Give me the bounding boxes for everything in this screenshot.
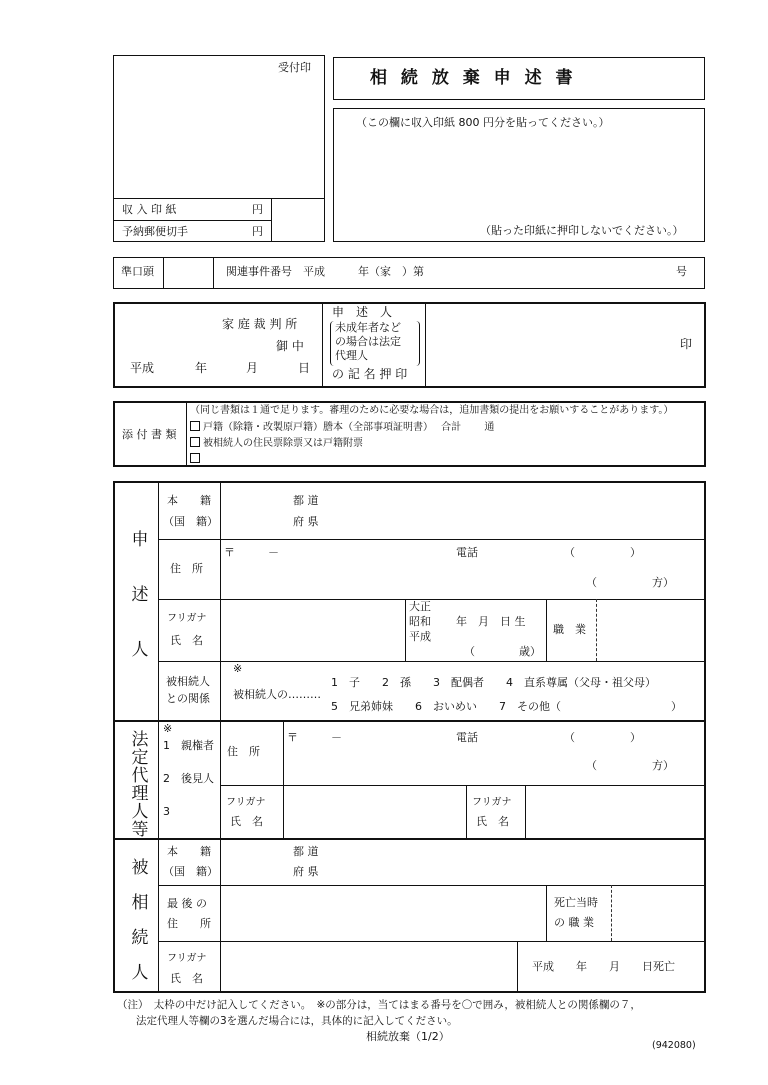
- fuken-label: 府 県: [293, 515, 319, 528]
- divider: [158, 481, 159, 993]
- attachment-item-2[interactable]: [190, 437, 363, 450]
- relation-label: 被相続人: [166, 675, 210, 688]
- relation-label: との関係: [166, 692, 210, 705]
- phone-paren-open: （: [564, 546, 575, 559]
- death-occupation-label: 死亡当時: [554, 896, 598, 909]
- section-divider: [113, 720, 706, 722]
- postage-label: 予納郵便切手: [122, 225, 188, 238]
- relation-options-row1[interactable]: 1 子 2 孫 3 配偶者 4 直系尊属（父母・祖父母）: [331, 676, 656, 689]
- yen-label: 円: [252, 225, 263, 238]
- divider: [546, 599, 547, 661]
- related-case-label: 関連事件番号 平成 年（家 ）第: [226, 265, 424, 278]
- applicant-honseki-input[interactable]: [330, 484, 700, 536]
- divider: [158, 539, 706, 540]
- divider: [113, 220, 271, 221]
- todo-label: 都 道: [293, 494, 319, 507]
- phone-paren-close: ）: [630, 731, 641, 744]
- birth-label: 年 月 日 生: [456, 615, 526, 628]
- occupation-label: 職 業: [553, 623, 586, 636]
- sign-label: の 記 名 押 印: [332, 367, 408, 381]
- relation-options-row2[interactable]: 5 兄弟姉妹 6 おいめい 7 その他（ ）: [331, 700, 682, 713]
- divider: [596, 599, 597, 661]
- death-occupation-label: の 職 業: [554, 916, 594, 929]
- phone-paren-open: （: [564, 731, 575, 744]
- applicant-section-title: 申述人: [127, 530, 148, 695]
- rep-name-input-1[interactable]: [286, 788, 463, 835]
- attachment-item-1[interactable]: [190, 421, 494, 434]
- applicant-occupation-input[interactable]: [598, 601, 703, 659]
- receipt-stamp-label: 受付印: [278, 61, 311, 74]
- divider: [220, 481, 221, 720]
- minor-note-line: 代理人: [335, 349, 368, 362]
- applicant-address-input[interactable]: [222, 562, 572, 596]
- rep-option-3[interactable]: 3: [163, 805, 170, 818]
- divider: [163, 257, 164, 289]
- deceased-occupation-input[interactable]: [613, 888, 703, 939]
- fuken-label: 府 県: [293, 865, 319, 878]
- furigana-label: フリガナ: [167, 953, 207, 964]
- divider: [425, 302, 426, 388]
- divider: [517, 941, 518, 993]
- attachment-item-3[interactable]: [190, 453, 203, 466]
- kokuseki-label: （国 籍）: [163, 865, 218, 878]
- rep-option-1[interactable]: 1 親権者: [163, 739, 214, 752]
- divider: [405, 599, 406, 661]
- kata-paren: （ 方）: [586, 576, 674, 589]
- postal-mark: 〒 －: [224, 546, 279, 559]
- divider: [322, 302, 323, 388]
- checkbox[interactable]: [190, 421, 200, 431]
- court-label: 家 庭 裁 判 所: [222, 317, 298, 331]
- deceased-section-title: 被相続人: [127, 858, 148, 998]
- yen-label: 円: [252, 203, 263, 216]
- divider: [158, 599, 706, 600]
- rep-name-input-2[interactable]: [528, 788, 703, 835]
- footer-note: （注） 太枠の中だけ記入してください。 ※の部分は，当てはまる番号を〇で囲み，被相続人との関係欄の７，: [117, 999, 641, 1011]
- divider: [611, 885, 612, 941]
- stamp-area-note-top: （この欄に収入印紙 800 円分を貼ってください。）: [356, 116, 610, 129]
- rep-address-input[interactable]: [286, 746, 576, 782]
- revenue-stamp-label: 収 入 印 紙: [122, 203, 177, 216]
- legal-rep-section-title: 法定代理人等: [127, 730, 148, 838]
- divider: [525, 785, 526, 838]
- minor-note-line: 未成年者など: [335, 321, 401, 334]
- form-title: 相 続 放 棄 申 述 書: [370, 68, 577, 88]
- phone-paren-close: ）: [630, 546, 641, 559]
- last-address-label: 最 後 の: [167, 897, 207, 910]
- kata-paren: （ 方）: [586, 759, 674, 772]
- divider: [283, 720, 284, 838]
- divider: [220, 720, 221, 838]
- honseki-label: 本 籍: [167, 845, 211, 858]
- rep-option-2[interactable]: 2 後見人: [163, 772, 214, 785]
- furigana-label: フリガナ: [167, 613, 207, 624]
- page-label: 相続放棄（1/2）: [366, 1030, 450, 1043]
- asterisk: ※: [163, 722, 173, 735]
- address-label: 住 所: [170, 562, 203, 575]
- attachments-label: 添 付 書 類: [122, 428, 177, 441]
- divider: [158, 941, 706, 942]
- era-taisho: 大正: [409, 600, 431, 613]
- age-label: （ 歳）: [464, 645, 541, 658]
- stamp-area-note-bottom: （貼った印紙に押印しないでください。）: [480, 224, 684, 237]
- name-label: 氏 名: [476, 815, 509, 828]
- era-heisei: 平成: [409, 630, 431, 643]
- era-showa: 昭和: [409, 615, 431, 628]
- divider: [466, 785, 467, 838]
- applicant-name-input[interactable]: [222, 601, 403, 659]
- phone-label: 電話: [456, 731, 478, 744]
- deceased-honseki-input[interactable]: [330, 841, 700, 883]
- honseki-label: 本 籍: [167, 494, 211, 507]
- section-divider: [113, 838, 706, 840]
- postal-mark: 〒 －: [287, 731, 342, 744]
- seal-mark: 印: [680, 337, 693, 351]
- divider: [158, 885, 706, 886]
- attention-label: 御 中: [276, 339, 304, 353]
- case-number-suffix: 号: [676, 265, 687, 278]
- form-code: (942080): [652, 1040, 696, 1051]
- prelim-label: 準口頭: [121, 265, 154, 278]
- attachment-item-label: 戸籍（除籍・改製原戸籍）謄本（全部事項証明書） 合計 通: [203, 422, 495, 433]
- divider: [546, 885, 547, 941]
- name-label: 氏 名: [170, 634, 203, 647]
- attachments-note: （同じ書類は１通で足ります。審理のために必要な場合は，追加書類の提出をお願いすることがあります。）: [190, 405, 674, 416]
- date-day: 日: [298, 361, 311, 375]
- deceased-name-input[interactable]: [222, 944, 514, 990]
- date-month: 月: [246, 361, 259, 375]
- name-label: 氏 名: [230, 815, 263, 828]
- footer-note: 法定代理人等欄の3を選んだ場合には，具体的に記入してください。: [136, 1015, 458, 1027]
- furigana-label: フリガナ: [472, 797, 512, 808]
- divider: [213, 257, 214, 289]
- name-label: 氏 名: [170, 972, 203, 985]
- divider: [271, 198, 272, 242]
- relation-prefix: 被相続人の………: [233, 688, 321, 701]
- deceased-address-input[interactable]: [222, 888, 544, 939]
- death-date-label: 平成 年 月 日死亡: [532, 960, 675, 973]
- checkbox[interactable]: [190, 453, 200, 463]
- address-label: 住 所: [227, 745, 260, 758]
- kokuseki-label: （国 籍）: [163, 515, 218, 528]
- applicant-label: 申 述 人: [332, 305, 393, 319]
- divider: [186, 401, 187, 467]
- minor-note-line: の場合は法定: [335, 335, 401, 348]
- date-year: 年: [195, 361, 208, 375]
- todo-label: 都 道: [293, 845, 319, 858]
- attachment-item-label: 被相続人の住民票除票又は戸籍附票: [203, 438, 363, 449]
- phone-label: 電話: [456, 546, 478, 559]
- furigana-label: フリガナ: [226, 797, 266, 808]
- asterisk: ※: [233, 662, 243, 675]
- applicant-signature-field[interactable]: [427, 304, 667, 386]
- last-address-label: 住 所: [167, 917, 211, 930]
- divider: [113, 198, 325, 199]
- divider: [220, 785, 706, 786]
- checkbox[interactable]: [190, 437, 200, 447]
- date-era: 平成: [130, 361, 155, 375]
- divider: [220, 838, 221, 993]
